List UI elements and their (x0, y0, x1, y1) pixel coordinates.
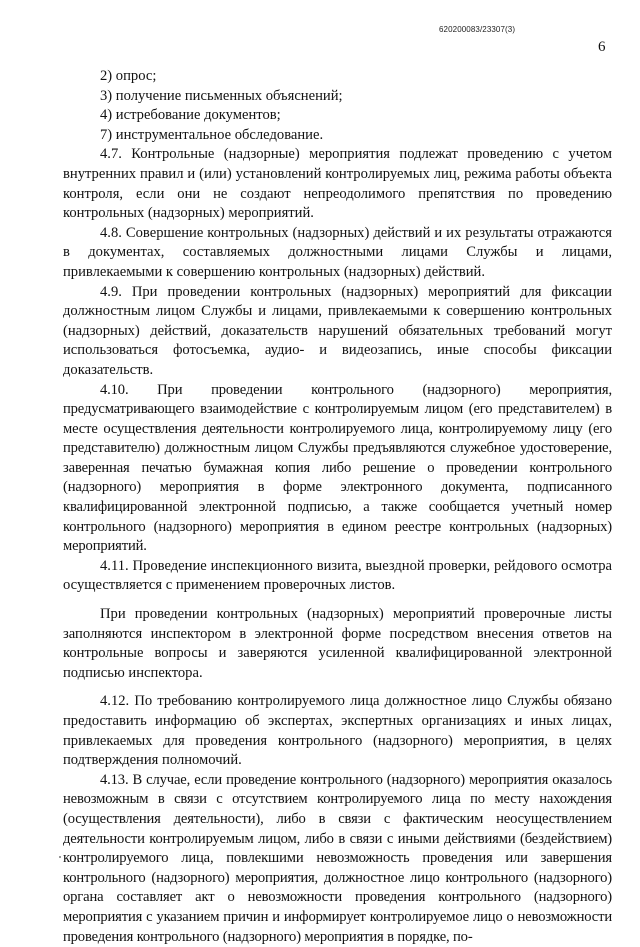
document-body (63, 67, 612, 947)
paragraph-4-11-continued: При проведении контрольных (надзорных) мероприятий проверочные листы заполняются инспектором в электронной форме посредством внесения ответов на контрольные вопросы и заверяются усиленной квалифицированной электронной подписью инспектора. (63, 606, 612, 681)
list-item: 2) опрос; (100, 68, 157, 84)
scan-speck (59, 856, 61, 858)
paragraph-4-8: 4.8. Совершение контрольных (надзорных) действий и их результаты отражаются в документах, составляемых должностными лицами Службы и лицами, привлекаемыми к совершению контрольных (надзорных) действий. (63, 224, 612, 280)
list-item: 7) инструментальное обследование. (100, 126, 324, 143)
paragraph-4-11: 4.11. Проведение инспекционного визита, выездной проверки, рейдового осмотра осуществляется с применением проверочных листов. (63, 557, 612, 594)
paragraph-4-7: 4.7. Контрольные (надзорные) мероприятия подлежат проведению с учетом внутренних правил и (или) установлений контролируемых лиц, режима работы объекта контроля, если они не создают непреодолимого препятствия по проведению контрольных (надзорных) мероприятий. (63, 146, 612, 222)
page-number: 6 (598, 39, 606, 55)
paragraph-4-9: 4.9. При проведении контрольных (надзорных) мероприятий для фиксации должностным лицом Службы и лицами, привлекаемыми к совершению контрольных (надзорных) действий, доказательств нарушений обязательных требований могут использоваться фотосъемка, аудио- и видеозапись, иные способы фиксации доказательств. (63, 283, 612, 378)
list-item: 4) истребование документов; (100, 107, 281, 124)
list-item: 3) получение письменных объяснений; (100, 87, 343, 104)
paragraph-4-10: 4.10. При проведении контрольного (надзорного) мероприятия, предусматривающего взаимодействие с контролируемым лицом (его представителем) в месте осуществления деятельности контролируемого лица, контролируемому лицу (его представителю) должностным лицом Службы предъявляются служебное удостоверение, заверенная печатью бумажная копия либо решение о проведении контрольного (надзорного) мероприятия в форме электронного документа, подписанного квалифицированной электронной подписью, а также сообщается учетный номер контрольного (надзорного) мероприятия в едином реестре контрольных (надзорных) мероприятий. (63, 381, 612, 555)
paragraph-4-12: 4.12. По требованию контролируемого лица должностное лицо Службы обязано предоставить информацию об экспертах, экспертных организациях и иных лицах, привлекаемых для проведения контрольного (надзорного) мероприятия, в целях подтверждения полномочий. (63, 693, 612, 769)
paragraph-4-13: 4.13. В случае, если проведение контрольного (надзорного) мероприятия оказалось невозможным в связи с отсутствием контролируемого лица по месту нахождения (осуществления деятельности), либо в связи с фактическим неосуществлением деятельности контролируемым лицом, либо в связи с иными действиями (бездействием) контролируемого лица, повлекшими невозможность проведения или завершения контрольного (надзорного) мероприятия, должностное лицо контрольного (надзорного) органа составляет акт о невозможности проведения контрольного (надзорного) мероприятия с указанием причин и информирует контролируемое лицо о невозможности проведения контрольного (надзорного) мероприятия в порядке, по- (63, 771, 612, 945)
document-code: 620200083/23307(3) (439, 25, 516, 34)
